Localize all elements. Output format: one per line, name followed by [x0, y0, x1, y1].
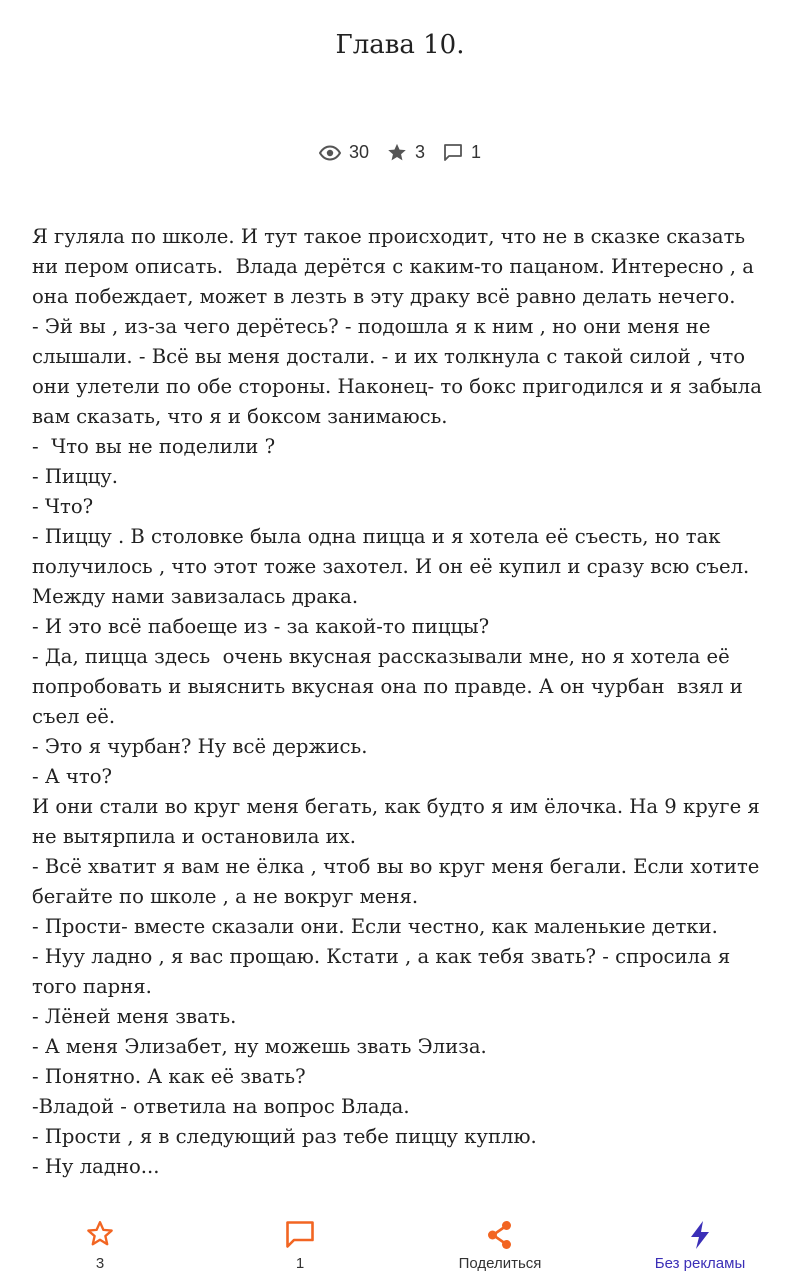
- story-paragraph: - А меня Элизабет, ну можешь звать Элиза.: [32, 1035, 487, 1058]
- story-paragraph: - Что?: [32, 495, 94, 518]
- story-paragraph: - Прости- вместе сказали они. Если честно, как маленькие детки.: [32, 915, 718, 938]
- story-paragraph: - Прости , я в следующий раз тебе пиццу куплю.: [32, 1125, 537, 1148]
- comments-button[interactable]: [200, 1210, 400, 1280]
- lightning-icon: [689, 1220, 711, 1250]
- story-paragraph: - Да, пицца здесь очень вкусная рассказывали мне, но я хотела её попробовать и выяснить вкусная она по правде. А он чурбан взял и съел её.: [32, 645, 750, 728]
- story-paragraph: - А что?: [32, 765, 113, 788]
- story-paragraph: Я гуляла по школе. И тут такое происходит, что не в сказке сказать ни пером описать. Влада дерётся с каким-то пацаном. Интересно , а она побеждает, может в лезть в эту драку всё равно делать нечего.: [32, 225, 761, 308]
- bottom-action-bar: [0, 1210, 800, 1280]
- chapter-stats: [0, 142, 800, 163]
- eye-icon: [319, 145, 341, 161]
- story-paragraph: - Понятно. А как её звать?: [32, 1065, 306, 1088]
- comment-count: 1: [295, 1255, 305, 1272]
- story-paragraph: - Всё хватит я вам не ёлка , чтоб вы во круг меня бегали. Если хотите бегайте по школе , а не вокруг меня.: [32, 855, 766, 908]
- star-icon: [387, 143, 407, 162]
- vote-count: 3: [95, 1255, 105, 1272]
- comments-count: 1: [471, 142, 482, 162]
- chapter-text: [32, 222, 768, 1182]
- comment-icon: [443, 143, 463, 162]
- no-ads-label: Без рекламы: [654, 1255, 746, 1272]
- story-paragraph: - Лёней меня звать.: [32, 1005, 237, 1028]
- comments-stat: [443, 142, 481, 163]
- comment-icon: [285, 1220, 315, 1249]
- story-paragraph: - Это я чурбан? Ну всё держись.: [32, 735, 368, 758]
- story-paragraph: - Пиццу.: [32, 465, 118, 488]
- share-icon: [486, 1220, 514, 1250]
- story-paragraph: - Нуу ладно , я вас прощаю. Кстати , а как тебя звать? - спросила я того парня.: [32, 945, 737, 998]
- chapter-title: Глава 10.: [335, 30, 465, 60]
- stars-count: 3: [415, 142, 426, 162]
- vote-button[interactable]: [0, 1210, 200, 1280]
- story-paragraph: - Пиццу . В столовке была одна пицца и я хотела её съесть, но так получилось , что этот тоже захотел. И он её купил и сразу всю съел. Между нами завизалась драка.: [32, 525, 756, 608]
- story-paragraph: - Эй вы , из-за чего дерётесь? - подошла я к ним , но они меня не слышали. - Всё вы меня достали. - и их толкнула с такой силой , что они улетели по обе стороны. Наконец- то бокс пригодился и я забыла вам сказать, что я и боксом занимаюсь.: [32, 315, 769, 428]
- story-paragraph: - Что вы не поделили ?: [32, 435, 276, 458]
- no-ads-button[interactable]: [600, 1210, 800, 1280]
- stars-stat: [387, 142, 425, 163]
- story-paragraph: И они стали во круг меня бегать, как будто я им ёлочка. На 9 круге я не вытярпила и остановила их.: [32, 795, 766, 848]
- views-count: 30: [348, 142, 369, 162]
- share-label: Поделиться: [458, 1255, 542, 1272]
- story-paragraph: - Ну ладно...: [32, 1155, 160, 1178]
- story-paragraph: -Владой - ответила на вопрос Влада.: [32, 1095, 410, 1118]
- share-button[interactable]: [400, 1210, 600, 1280]
- star-outline-icon: [86, 1220, 114, 1247]
- views-stat: [319, 142, 369, 163]
- story-paragraph: - И это всё пабоеще из - за какой-то пиццы?: [32, 615, 490, 638]
